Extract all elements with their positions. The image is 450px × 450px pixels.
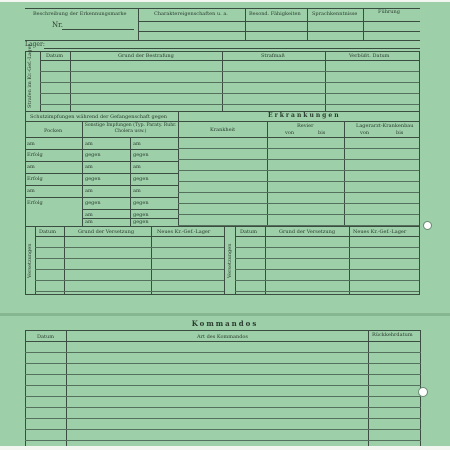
strafen-rows xyxy=(40,61,419,111)
sonstige-row-6b: gegen xyxy=(133,200,149,206)
rule xyxy=(130,137,131,226)
verbuesst-label: Verbüßt. Datum xyxy=(349,53,390,59)
rule xyxy=(44,48,420,49)
rule xyxy=(25,40,420,41)
pocken-row-2: Erfolg xyxy=(27,152,43,158)
rule xyxy=(25,161,82,162)
sonstige-row-1a: am xyxy=(85,141,93,147)
rule xyxy=(25,111,26,226)
rule xyxy=(25,121,419,122)
sonstige-row-8b: gegen xyxy=(133,219,149,225)
strafmass-label: Strafmaß xyxy=(261,53,285,59)
rule xyxy=(363,8,364,40)
rule xyxy=(25,197,82,198)
kommandos-datum-label: Datum xyxy=(37,334,54,340)
sonstige-row-3a: am xyxy=(85,164,93,170)
nr-label: Nr. xyxy=(52,21,63,29)
rule xyxy=(25,137,178,138)
versetzungen-right-neues: Neues Kr.-Gef.-Lager xyxy=(353,229,407,235)
revier-bis: bis xyxy=(318,130,326,136)
rule xyxy=(82,149,178,150)
rule xyxy=(138,21,420,22)
krankheit-label: Krankheit xyxy=(210,127,236,133)
punch-hole xyxy=(418,387,428,397)
rueckkehr-label: Rückkehrdatum xyxy=(372,332,413,338)
lager-label: Lager: xyxy=(25,41,45,48)
rule xyxy=(138,8,139,40)
pocken-row-3: am xyxy=(27,164,35,170)
rule xyxy=(25,185,82,186)
rule xyxy=(82,218,178,219)
rule xyxy=(25,149,82,150)
pocken-row-4: Erfolg xyxy=(27,176,43,182)
versetzungen-left-datum: Datum xyxy=(39,229,56,235)
versetzungen-left-rows xyxy=(35,237,224,294)
strafen-datum-label: Datum xyxy=(46,53,63,59)
pocken-row-1: am xyxy=(27,141,35,147)
faehigkeiten-label: Besond. Fähigkeiten xyxy=(249,11,301,17)
sonstige-row-5a: am xyxy=(85,188,93,194)
strafen-grund-label: Grund der Bestrafung xyxy=(118,53,174,59)
sonstige-row-3b: am xyxy=(133,164,141,170)
top-edge xyxy=(0,0,450,2)
impfungen-title: Schutzimpfungen während der Gefangenschaft gegen xyxy=(30,114,168,120)
rule xyxy=(25,226,26,294)
kommandos-art-label: Art des Kommandos xyxy=(197,334,248,340)
punch-hole xyxy=(423,221,432,230)
rule xyxy=(25,173,82,174)
versetzungen-left-neues: Neues Kr.-Gef.-Lager xyxy=(157,229,211,235)
versetzungen-right-side: Versetzungen xyxy=(227,243,233,278)
sonstige-row-8a: am xyxy=(85,219,93,225)
rule xyxy=(25,8,420,9)
sonstige-label: Sonstige Impfungen (Typ. Paraty. Ruhr. Cholera usw.) xyxy=(84,123,177,134)
versetzungen-left-side: Versetzungen xyxy=(27,243,33,278)
sonstige-row-1b: am xyxy=(133,141,141,147)
lazarett-von: von xyxy=(360,130,370,136)
sonstige-row-5b: am xyxy=(133,188,141,194)
rule xyxy=(82,185,178,186)
rule xyxy=(419,51,420,111)
sonstige-row-7a: am xyxy=(85,212,93,218)
pocken-label: Pocken xyxy=(44,128,63,134)
sonstige-row-2a: gegen xyxy=(85,152,101,158)
kommandos-title: Kommandos xyxy=(191,319,259,328)
rule xyxy=(25,111,420,112)
rule xyxy=(62,29,134,30)
versetzungen-left-grund: Grund der Versetzung xyxy=(78,229,135,235)
sonstige-row-7b: gegen xyxy=(133,212,149,218)
lazarett-label: Lagerarzt-Krankenbau xyxy=(356,123,414,129)
versetzungen-right-rows xyxy=(235,237,419,294)
sonstige-row-6a: gegen xyxy=(85,200,101,206)
pocken-row-6: Erfolg xyxy=(27,200,43,206)
rule xyxy=(82,161,178,162)
lazarett-bis: bis xyxy=(396,130,404,136)
rule xyxy=(82,173,178,174)
strafen-side-label: Strafen im Kr.-Gef.-Lager xyxy=(27,44,33,108)
versetzungen-right-datum: Datum xyxy=(240,229,257,235)
sprachkenntnisse-label: Sprachkenntnisse xyxy=(312,11,358,17)
charakter-label: Charaktereigenschaften u. a. xyxy=(154,11,228,17)
rule xyxy=(25,330,421,331)
rule xyxy=(25,226,420,227)
rule xyxy=(25,294,420,295)
revier-label: Revier xyxy=(297,123,314,129)
erkrankungen-title: Erkrankungen xyxy=(268,112,341,119)
rule xyxy=(82,197,178,198)
rule xyxy=(419,111,420,226)
rule xyxy=(224,226,225,294)
sonstige-row-4b: gegen xyxy=(133,176,149,182)
sonstige-row-2b: gegen xyxy=(133,152,149,158)
fuehrung-label: Führung xyxy=(378,9,400,15)
rule xyxy=(419,226,420,294)
sonstige-row-4a: gegen xyxy=(85,176,101,182)
rule xyxy=(245,8,246,40)
fold-line xyxy=(0,313,450,316)
kommandos-rows xyxy=(25,342,421,446)
rule xyxy=(82,209,178,210)
revier-von: von xyxy=(285,130,295,136)
rule xyxy=(25,51,26,111)
bottom-edge xyxy=(0,446,450,450)
erkrankungen-rows xyxy=(178,138,419,226)
beschreibung-label: Beschreibung der Erkennungsmarke xyxy=(33,11,127,17)
rule xyxy=(138,31,420,32)
rule xyxy=(307,8,308,40)
pocken-row-5: am xyxy=(27,188,35,194)
versetzungen-right-grund: Grund der Versetzung xyxy=(279,229,336,235)
